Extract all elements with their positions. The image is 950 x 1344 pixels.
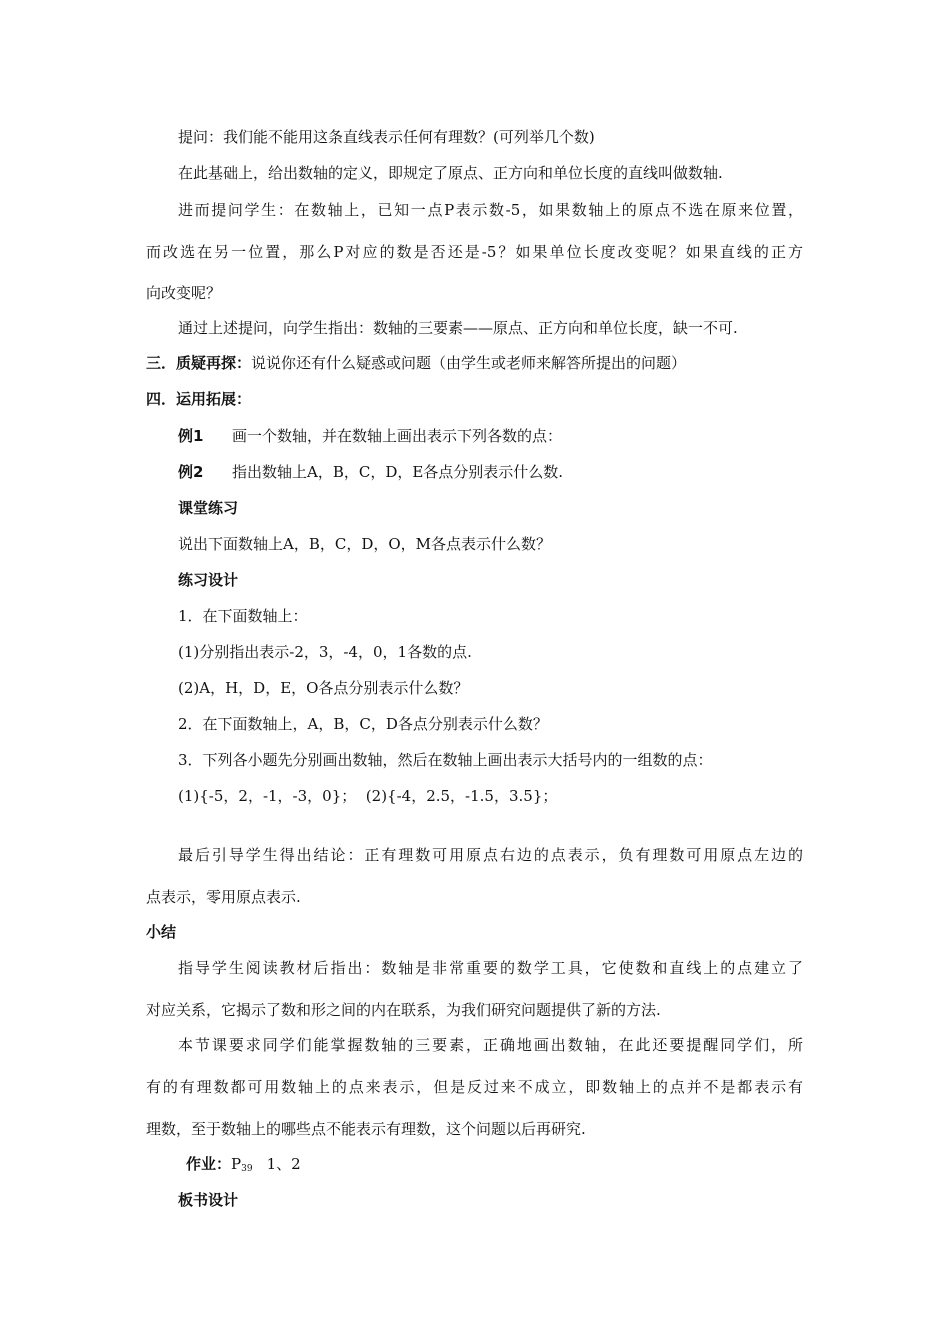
example-1 bbox=[178, 426, 562, 446]
section-three bbox=[146, 353, 686, 373]
example-1-label: 例1 bbox=[178, 427, 204, 445]
exercise-heading: 练习设计 bbox=[178, 571, 239, 589]
paragraph-definition: 在此基础上，给出数轴的定义，即规定了原点、正方向和单位长度的直线叫做数轴. bbox=[178, 164, 723, 182]
section-four-heading: 四．运用拓展： bbox=[146, 390, 252, 408]
exercise-item: 3．下列各小题先分别画出数轴，然后在数轴上画出表示大括号内的一组数的点： bbox=[178, 751, 713, 769]
paragraph-question: 提问：我们能不能用这条直线表示任何有理数？(可列举几个数) bbox=[178, 128, 595, 146]
example-2-text: 指出数轴上A，B，C，D，E各点分别表示什么数. bbox=[232, 463, 564, 481]
paragraph-followup-line1: 进而提问学生：在数轴上，已知一点P表示数-5，如果数轴上的原点不选在原来位置， bbox=[178, 201, 803, 219]
summary-p2-line2: 有的有理数都可用数轴上的点来表示，但是反过来不成立，即数轴上的点并不是都表示有 bbox=[146, 1078, 803, 1096]
exercise-item: (1)分别指出表示-2，3，-4，0，1各数的点. bbox=[178, 643, 472, 661]
example-1-text: 画一个数轴，并在数轴上画出表示下列各数的点： bbox=[232, 427, 563, 445]
summary-heading: 小结 bbox=[146, 923, 177, 941]
board-design-heading: 板书设计 bbox=[178, 1191, 239, 1209]
paragraph-followup-line2: 而改选在另一位置，那么P对应的数是否还是-5？如果单位长度改变呢？如果直线的正方 bbox=[146, 243, 803, 261]
paragraph-followup-line3: 向改变呢？ bbox=[146, 284, 222, 302]
paragraph-three-elements: 通过上述提问，向学生指出：数轴的三要素——原点、正方向和单位长度，缺一不可. bbox=[178, 319, 738, 337]
summary-p1-line2: 对应关系，它揭示了数和形之间的内在联系，为我们研究问题提供了新的方法. bbox=[146, 1001, 661, 1019]
exercise-item: (2)A，H，D，E，O各点分别表示什么数？ bbox=[178, 679, 469, 697]
homework bbox=[186, 1154, 301, 1179]
section-three-text: 说说你还有什么疑惑或问题（由学生或老师来解答所提出的问题） bbox=[251, 354, 687, 372]
example-2-label: 例2 bbox=[178, 463, 204, 481]
conclusion-line1: 最后引导学生得出结论：正有理数可用原点右边的点表示，负有理数可用原点左边的 bbox=[178, 846, 803, 864]
section-three-heading: 三．质疑再探： bbox=[146, 354, 252, 372]
conclusion-line2: 点表示，零用原点表示. bbox=[146, 888, 301, 906]
exercise-item: 1．在下面数轴上： bbox=[178, 607, 308, 625]
exercise-item: 2．在下面数轴上，A，B，C，D各点分别表示什么数？ bbox=[178, 715, 548, 733]
homework-items: 1、2 bbox=[266, 1155, 301, 1173]
exercise-item: (1){-5，2，-1，-3，0}； (2){-4，2.5，-1.5，3.5}； bbox=[178, 787, 558, 805]
homework-label: 作业： bbox=[186, 1155, 232, 1173]
classroom-heading: 课堂练习 bbox=[178, 499, 239, 517]
homework-page-prefix: P bbox=[231, 1155, 242, 1173]
homework-page-number: 39 bbox=[241, 1164, 253, 1174]
summary-p2-line3: 理数，至于数轴上的哪些点不能表示有理数，这个问题以后再研究. bbox=[146, 1120, 586, 1138]
summary-p2-line1: 本节课要求同学们能掌握数轴的三要素，正确地画出数轴，在此还要提醒同学们，所 bbox=[178, 1036, 803, 1054]
classroom-text: 说出下面数轴上A，B，C，D，O，M各点表示什么数？ bbox=[178, 535, 552, 553]
example-2 bbox=[178, 462, 563, 482]
summary-p1-line1: 指导学生阅读教材后指出：数轴是非常重要的数学工具，它使数和直线上的点建立了 bbox=[178, 959, 803, 977]
